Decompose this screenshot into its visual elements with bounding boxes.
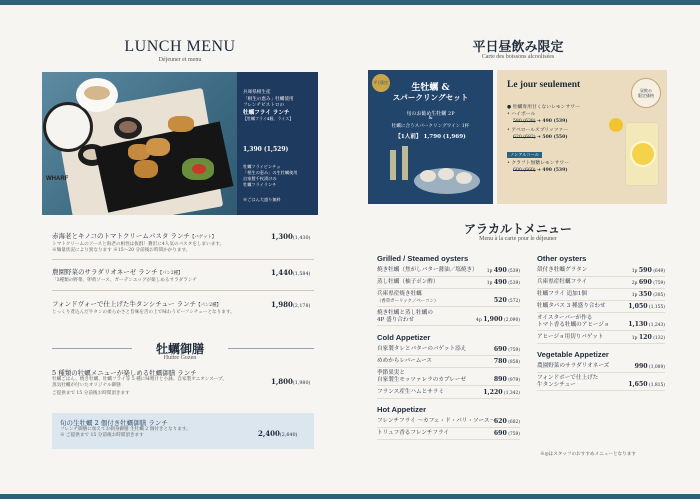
set-title-1: 生牡蠣 & [411,83,450,93]
menu-item-price: 1p 350 (385) [631,291,665,298]
divider [377,306,520,307]
lunch-item-desc: じっくり煮込んだ牛タンの柔らかさと旨味を舌の上で味わうビーフシチューとなります。 [52,310,235,315]
lunch-item-desc: ※麺量状況により異なります ※15～20 分前後お時間かかります。 [52,248,191,253]
menu-item[interactable] [537,334,603,341]
menu-item-price: 890 (979) [493,376,520,383]
menu-item-name: フレンチフライ ～カフェ・ド・パリ・ソース～ [377,418,496,424]
non-alcohol-tag: ノンアルコール [507,152,542,158]
menu-item-name-2: 牛タンシチュー [537,382,576,388]
menu-item-name-2: 自家製生モッツァレラのカプレーゼ [377,377,466,383]
menu-item-price: 2p 690 (759) [631,279,665,286]
menu-item[interactable] [537,315,609,329]
gozen-item[interactable] [52,369,227,397]
menu-item-name: アヒージョ用切りバゲット [537,334,604,340]
lunch-item-desc: トマトクリームのソースと海老の相性は抜群！贅沢に4人気のパスタをしまいます。 [52,242,225,247]
salad-dish [114,117,142,139]
oyster-set-panel[interactable] [368,70,493,204]
featured-d2: 「相生の恵み」の生牡蠣使用 [243,170,298,175]
menu-item[interactable] [377,291,438,305]
menu-item-name: 蒸し牡蠣（柚子ポン酢） [377,279,439,285]
category-heading: Cold Appetizer [377,333,431,342]
menu-item-price: 690 (759) [493,430,520,437]
divider [537,312,665,313]
lunch-item-price: 1,980(2,178) [271,300,311,309]
divider [377,288,520,289]
lunch-item-name: 農園野菜のサラダリオネーゼ ランチ [52,268,158,276]
lunch-drink-badge: 昼飲み 限定価格 [631,78,661,108]
divider [537,288,665,289]
oyster-gozen-subtitle: Huitre Gozen [163,355,197,361]
lunch-item[interactable] [52,300,235,316]
divider [377,367,520,368]
category-heading: Other oysters [537,254,587,263]
drinks-title: 平日昼飲み限定 [472,39,564,54]
featured-note2: ※ごはん大盛り無料 [243,197,281,202]
menu-item[interactable] [537,279,587,286]
menu-item-name: フォンドボーで仕上げた [537,375,599,381]
menu-item-price: 620 (682) [493,418,520,425]
divider [537,300,665,301]
featured-line-1: 兵庫県相生産 [243,90,271,95]
jour-title: Le jour seulement [507,80,581,90]
gozen-item-name: 旬の生牡蠣 2 個付き牡蠣御膳 ランチ [60,419,168,427]
category-heading: Grilled / Steamed oysters [377,254,469,263]
menu-item-price: 1p 490 (539) [486,267,520,274]
plate-brand: WHARF [46,176,69,182]
set-price: 【1人前】 1,790 (1,969) [395,134,466,140]
gozen-item-price: 1,800(1,980) [271,377,311,386]
featured-d3: 自家製千枚漬けの [243,176,277,181]
divider [52,290,314,291]
weekday-badge: 平日限定 [372,74,390,92]
menu-item[interactable] [377,346,466,353]
divider [377,439,520,440]
new-price: 500 (550) [542,135,568,140]
divider [377,427,520,428]
lunch-item[interactable] [52,268,197,284]
old-price: 600 (660) [513,168,536,173]
lunch-item-tag: 【バゲット】 [189,235,217,240]
jour-item[interactable]: • ハイボール [507,112,536,117]
menu-item-name: オイスターバーが作る [537,315,593,321]
divider [537,343,665,344]
gozen-highlight-box[interactable] [52,413,314,449]
divider [537,276,665,277]
menu-item-price: 4p 1,900 (2,090) [476,316,520,323]
new-price: 490 (539) [542,119,568,124]
lemon-slice [630,141,656,167]
champagne-glass [390,150,396,180]
gozen-item-desc: 牡蠣ごはん、焼き牡蠣、牡蠣フライ等 5 種に味噌汁と小鉢、自家製オニオンスープ、 [52,377,227,382]
menu-item[interactable] [377,279,439,286]
menu-item[interactable] [537,375,598,389]
lunch-item-price: 1,440(1,584) [271,268,311,277]
featured-note: 【牡蠣フライ4個、ライス】 [243,116,294,121]
menu-item-name: 焼き牡蠣（焦がしバター醤油／塩焼き） [377,267,478,273]
featured-d1: 牡蠣フライピンチョ [243,164,281,169]
lunch-item-desc: 「3種類の野菜、卵黄ソース、ガーデンエッグが楽しめるサラダランチ [52,278,198,283]
divider [377,398,520,399]
divider [377,325,520,326]
featured-price: 1,390 (1,529) [243,146,289,153]
divider [377,276,520,277]
rice-bowl [46,105,90,149]
lunch-item-name: フォンドヴォーで仕上げた牛タンシチュー ランチ [52,300,197,308]
menu-item-price: 690 (759) [493,346,520,353]
menu-item[interactable] [537,291,587,298]
gozen-item-name: 5 種類の牡蠣メニューが楽しめる牡蠣御膳 ランチ [52,369,197,377]
jour-panel [497,70,667,204]
drinks-subtitle: Carte des boissons alcoolisées [481,54,555,60]
old-price: 580 (638) [513,119,536,124]
lunch-title: LUNCH MENU [124,38,236,55]
category-heading: Vegetable Appetizer [537,350,609,359]
lemon-sour-glass [625,122,659,186]
divider [52,259,314,260]
menu-item-price: 1,050 (1,155) [628,303,665,310]
menu-item-price: 1,220 (1,342) [483,389,520,396]
menu-item-name: 自家製タレとバターのバゲット添え [377,346,467,352]
jour-item[interactable]: • クラフト無糖レモンサワー [507,161,569,166]
menu-item-name-2: トマト香る牡蠣のアヒージョ [537,322,610,328]
alacarte-title: アラカルトメニュー [464,222,572,236]
menu-item[interactable] [377,370,466,384]
menu-item-price: 1,650 (1,815) [628,381,665,388]
menu-item-price: 520 (572) [493,297,520,304]
alacarte-subtitle: Menu à la carte pour le déjeuner [479,236,557,242]
menu-item-price: 1p 120 (132) [631,334,665,341]
featured-line-2: 「相生の恵み」牡蠣使用 [243,96,294,102]
menu-item[interactable] [537,267,587,274]
menu-item-name-2: （香草ガーリック／ベーコン） [377,299,439,304]
soup-cup [76,78,118,112]
lunch-item-name: 赤海老とキノコのトマトクリームパスタ ランチ [52,232,190,240]
set-line-1: 旬のお勧め生牡蠣 2P [406,111,455,117]
divider [537,372,665,373]
lunch-subtitle: Déjeuner et menu [158,57,202,63]
gozen-item-desc: フレンチ御膳に加えてお刺身御膳 生牡蠣 2 個付きとなります。 [60,427,191,432]
menu-item-name: めめからレバームース [377,358,432,364]
jour-list: ● 牡蠣専用甘くないレモンサワー • ハイボール 580 (638) ➜ 490 (539) • アペロールスプリッツァー 620 (682) ➜ 500 (550) ノンアルコール • クラフト無糖レモンサワー 600 (660) ➜ 490 (539) [507,104,611,174]
jour-item[interactable]: • アペロールスプリッツァー [507,128,569,133]
menu-item-name: 牡蠣フライ 追加1個 [537,291,587,297]
menu-item-name: 兵庫県産牡蠣フライ [537,279,588,285]
menu-item-price: 990 (1,089) [634,363,665,370]
lunch-item-tag: 【パン2種】 [157,271,183,276]
lemon-icon [609,118,623,132]
gozen-item-desc: ご提供まで 15 分前後お時間頂きます [52,391,130,396]
old-price: 620 (682) [513,135,536,140]
menu-item-name: フランス産生ハムとサラミ [377,389,444,395]
new-price: 490 (539) [542,168,568,173]
lunch-item-price: 1,300(1,430) [271,232,311,241]
menu-item-price: 1p 490 (539) [486,279,520,286]
menu-item-name: 焼き牡蠣と蒸し牡蠣の [377,310,433,316]
menu-item-price: 780 (858) [493,358,520,365]
menu-item[interactable] [377,310,433,324]
lunch-item-tag: 【パン2種】 [196,303,221,308]
divider [537,390,665,391]
menu-item[interactable] [377,389,444,396]
menu-item-name-2: 4P 盛り合わせ [377,317,415,323]
menu-item[interactable] [537,303,606,310]
menu-item-name: 牡蠣タパス 3 種盛り合わせ [537,303,606,309]
featured-line-3: フレンチビストロの [243,103,285,108]
top-band [0,0,700,5]
menu-item-name: 殻付き牡蠣グラタン [537,267,588,273]
lunch-photo [42,72,237,215]
menu-item-name: 季節果実と [377,370,405,376]
featured-line-4: 牡蠣フライ ランチ [243,109,290,116]
bottom-band [0,494,700,499]
champagne-glass [402,146,408,180]
category-heading: Hot Appetizer [377,405,427,414]
menu-item-price: 1p 590 (649) [631,267,665,274]
menu-item-price: 1,130 (1,243) [628,321,665,328]
divider [537,330,665,331]
set-title-2: スパークリングセット [392,93,469,102]
divider [377,385,520,386]
lunch-item[interactable] [52,232,224,254]
gozen-item-desc: 蒸気牡蠣が付いたオリジナル御膳 [52,383,121,388]
menu-item-name: トリュフ香るフレンチフライ [377,430,450,436]
featured-d4: 牡蠣フライランチ [243,182,277,187]
gozen-item-price: 2,400(2,640) [258,429,298,438]
featured-lunch-panel [237,72,318,215]
menu-item[interactable] [377,358,432,365]
jour-item[interactable]: ● 牡蠣専用甘くないレモンサワー [507,105,580,110]
footnote: ※◎はスタッフのおすすめメニューとなります [540,452,636,457]
menu-item-name: 兵庫県産焼き牡蠣 [377,291,422,297]
menu-item[interactable] [377,430,449,437]
divider [377,355,520,356]
menu-item[interactable] [537,363,609,370]
menu-item-name: 農園野菜のサラダリオネーズ [537,363,610,369]
set-line-2: 牡蠣に合うスパークリングワイン 1杯 [391,124,470,129]
gozen-item-desc: ※ ご提供まで 15 分前後お時間頂きます [60,433,144,438]
oyster-gozen-title: 牡蠣御膳 [155,342,204,356]
set-amp: & [428,116,433,121]
